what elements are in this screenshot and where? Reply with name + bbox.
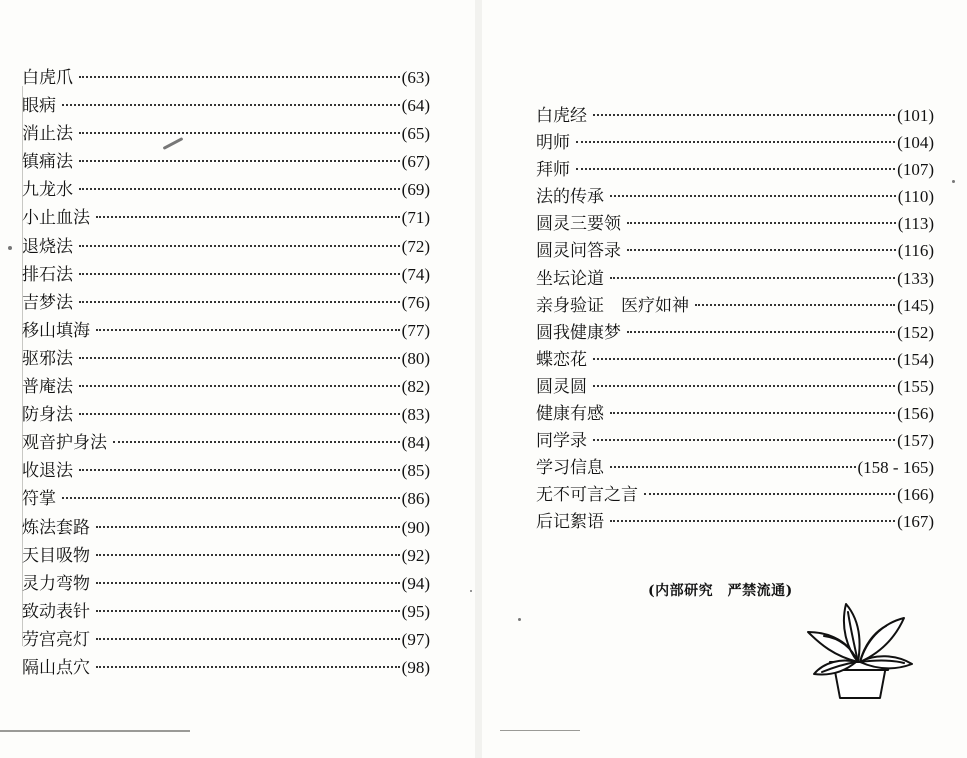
toc-entry (536, 350, 934, 377)
entry-title: 防身法 (22, 405, 73, 426)
dot-leader (627, 222, 896, 224)
entry-page-number: (74) (401, 264, 430, 284)
entry-title: 白虎经 (536, 106, 587, 126)
dot-leader (695, 304, 895, 306)
entry-title: 退烧法 (22, 236, 73, 257)
entry-page-number: (155) (897, 376, 934, 396)
entry-page-number: (152) (897, 322, 934, 342)
dot-leader (79, 245, 400, 247)
toc-entry (536, 106, 934, 133)
dot-leader (610, 195, 896, 197)
entry-page-number: (64) (401, 96, 430, 116)
dot-leader (610, 412, 895, 414)
entry-page-number: (167) (897, 512, 934, 532)
potted-plant-icon (800, 592, 918, 710)
toc-entry (536, 296, 934, 323)
entry-page-number: (63) (401, 68, 430, 87)
entry-title: 小止血法 (22, 208, 90, 229)
entry-page-number: (71) (401, 208, 430, 228)
entry-title: 吉梦法 (22, 292, 73, 313)
entry-title: 排石法 (22, 264, 73, 285)
entry-page-number: (107) (897, 160, 934, 180)
entry-page-number: (166) (897, 485, 934, 505)
dot-leader (576, 141, 895, 143)
toc-entry (536, 431, 934, 458)
entry-page-number: (84) (401, 433, 430, 453)
entry-title: 明师 (536, 133, 570, 154)
dot-leader (627, 249, 896, 251)
dot-leader (62, 497, 400, 499)
toc-entry (536, 269, 934, 296)
entry-title: 普庵法 (22, 377, 73, 398)
entry-title: 法的传承 (536, 187, 604, 208)
dot-leader (96, 554, 400, 556)
dot-leader (96, 526, 400, 528)
toc-entry (22, 68, 430, 96)
toc-entry (22, 461, 430, 489)
dot-leader (593, 114, 895, 116)
toc-entry (536, 458, 934, 485)
entry-page-number: (98) (401, 657, 430, 677)
restriction-note: (内部研究 严禁流通) (648, 583, 793, 599)
dot-leader (79, 188, 400, 190)
dot-leader (96, 329, 400, 331)
entry-title: 天目吸物 (22, 545, 90, 566)
entry-title: 符掌 (22, 489, 56, 510)
entry-title: 坐坛论道 (536, 268, 604, 289)
left-toc-list (22, 68, 430, 686)
dot-leader (593, 358, 895, 360)
entry-page-number: (69) (401, 180, 430, 200)
dot-leader (79, 385, 400, 387)
entry-title: 眼病 (22, 96, 56, 117)
toc-entry (536, 241, 934, 268)
entry-title: 健康有感 (536, 404, 604, 425)
toc-entry (22, 293, 430, 321)
entry-page-number: (110) (897, 187, 934, 207)
dot-leader (610, 277, 895, 279)
entry-title: 劳宫亮灯 (22, 629, 90, 650)
toc-entry (22, 124, 430, 152)
entry-page-number: (113) (897, 214, 934, 234)
toc-entry (22, 96, 430, 124)
toc-entry (22, 630, 430, 658)
dot-leader (610, 466, 856, 468)
entry-title: 灵力弯物 (22, 573, 90, 594)
entry-page-number: (92) (401, 545, 430, 565)
entry-title: 白虎爪 (22, 68, 73, 88)
dot-leader (96, 582, 400, 584)
entry-title: 镇痛法 (22, 152, 73, 173)
entry-page-number: (65) (401, 124, 430, 144)
entry-title: 九龙水 (22, 180, 73, 201)
dot-leader (96, 638, 400, 640)
toc-entry (22, 321, 430, 349)
scan-speck (952, 180, 955, 183)
entry-page-number: (72) (401, 236, 430, 256)
entry-page-number: (94) (401, 573, 430, 593)
entry-page-number: (85) (401, 461, 430, 481)
toc-entry (22, 574, 430, 602)
dot-leader (79, 469, 400, 471)
entry-page-number: (157) (897, 431, 934, 451)
dot-leader (79, 301, 400, 303)
toc-entry (22, 489, 430, 517)
toc-entry (22, 208, 430, 236)
dot-leader (79, 357, 400, 359)
toc-entry (536, 512, 934, 539)
entry-title: 收退法 (22, 461, 73, 482)
dot-leader (593, 439, 895, 441)
scan-speck (518, 618, 521, 621)
toc-entry (22, 349, 430, 377)
dot-leader (79, 413, 400, 415)
scan-speck (8, 246, 12, 250)
toc-entry (22, 152, 430, 180)
dot-leader (610, 520, 895, 522)
entry-title: 观音护身法 (22, 433, 107, 454)
toc-entry (22, 546, 430, 574)
entry-page-number: (67) (401, 152, 430, 172)
entry-title: 炼法套路 (22, 517, 90, 538)
entry-page-number: (95) (401, 601, 430, 621)
dot-leader (593, 385, 895, 387)
entry-page-number: (133) (897, 268, 934, 288)
entry-page-number: (116) (897, 241, 934, 261)
toc-entry (536, 485, 934, 512)
dot-leader (96, 216, 400, 218)
dot-leader (62, 104, 400, 106)
entry-title: 亲身验证 医疗如神 (536, 295, 689, 316)
entry-page-number: (82) (401, 377, 430, 397)
toc-entry (536, 160, 934, 187)
entry-page-number: (80) (401, 348, 430, 368)
entry-title: 拜师 (536, 160, 570, 181)
toc-entry (536, 187, 934, 214)
toc-entry (536, 404, 934, 431)
toc-entry (22, 377, 430, 405)
entry-title: 学习信息 (536, 458, 604, 479)
entry-title: 同学录 (536, 431, 587, 452)
entry-title: 圆灵三要领 (536, 214, 621, 235)
entry-title: 无不可言之言 (536, 485, 638, 506)
toc-entry (22, 433, 430, 461)
toc-entry (22, 405, 430, 433)
entry-title: 圆灵圆 (536, 376, 587, 397)
toc-entry (22, 180, 430, 208)
toc-entry (22, 602, 430, 630)
dot-leader (79, 132, 400, 134)
dot-leader (79, 160, 400, 162)
toc-entry (536, 214, 934, 241)
scan-speck (470, 590, 472, 592)
entry-title: 蝶恋花 (536, 349, 587, 370)
dot-leader (79, 76, 400, 78)
entry-page-number: (145) (897, 295, 934, 315)
entry-page-number: (156) (897, 404, 934, 424)
bottom-page-rule (500, 730, 580, 731)
entry-page-number: (101) (897, 106, 934, 125)
toc-entry (22, 658, 430, 686)
toc-entry (22, 265, 430, 293)
entry-page-number: (97) (401, 629, 430, 649)
entry-title: 隔山点穴 (22, 657, 90, 678)
entry-page-number: (77) (401, 320, 430, 340)
toc-entry (536, 323, 934, 350)
entry-title: 圆我健康梦 (536, 322, 621, 343)
toc-entry (536, 377, 934, 404)
entry-title: 消止法 (22, 124, 73, 145)
book-gutter (475, 0, 482, 758)
entry-page-number: (154) (897, 349, 934, 369)
dot-leader (627, 331, 895, 333)
right-toc-list (536, 106, 934, 540)
entry-title: 后记絮语 (536, 512, 604, 533)
dot-leader (79, 273, 400, 275)
entry-page-number: (158 - 165) (857, 458, 934, 478)
toc-entry (22, 518, 430, 546)
entry-page-number: (104) (897, 133, 934, 153)
dot-leader (644, 493, 895, 495)
toc-entry (22, 237, 430, 265)
dot-leader (576, 168, 895, 170)
entry-page-number: (76) (401, 292, 430, 312)
dot-leader (96, 610, 400, 612)
entry-page-number: (83) (401, 405, 430, 425)
entry-page-number: (86) (401, 489, 430, 509)
bottom-page-rule (0, 730, 190, 732)
dot-leader (96, 666, 400, 668)
dot-leader (113, 441, 400, 443)
entry-page-number: (90) (401, 517, 430, 537)
toc-entry (536, 133, 934, 160)
entry-title: 圆灵问答录 (536, 241, 621, 262)
entry-title: 致动表针 (22, 601, 90, 622)
entry-title: 移山填海 (22, 320, 90, 341)
entry-title: 驱邪法 (22, 348, 73, 369)
